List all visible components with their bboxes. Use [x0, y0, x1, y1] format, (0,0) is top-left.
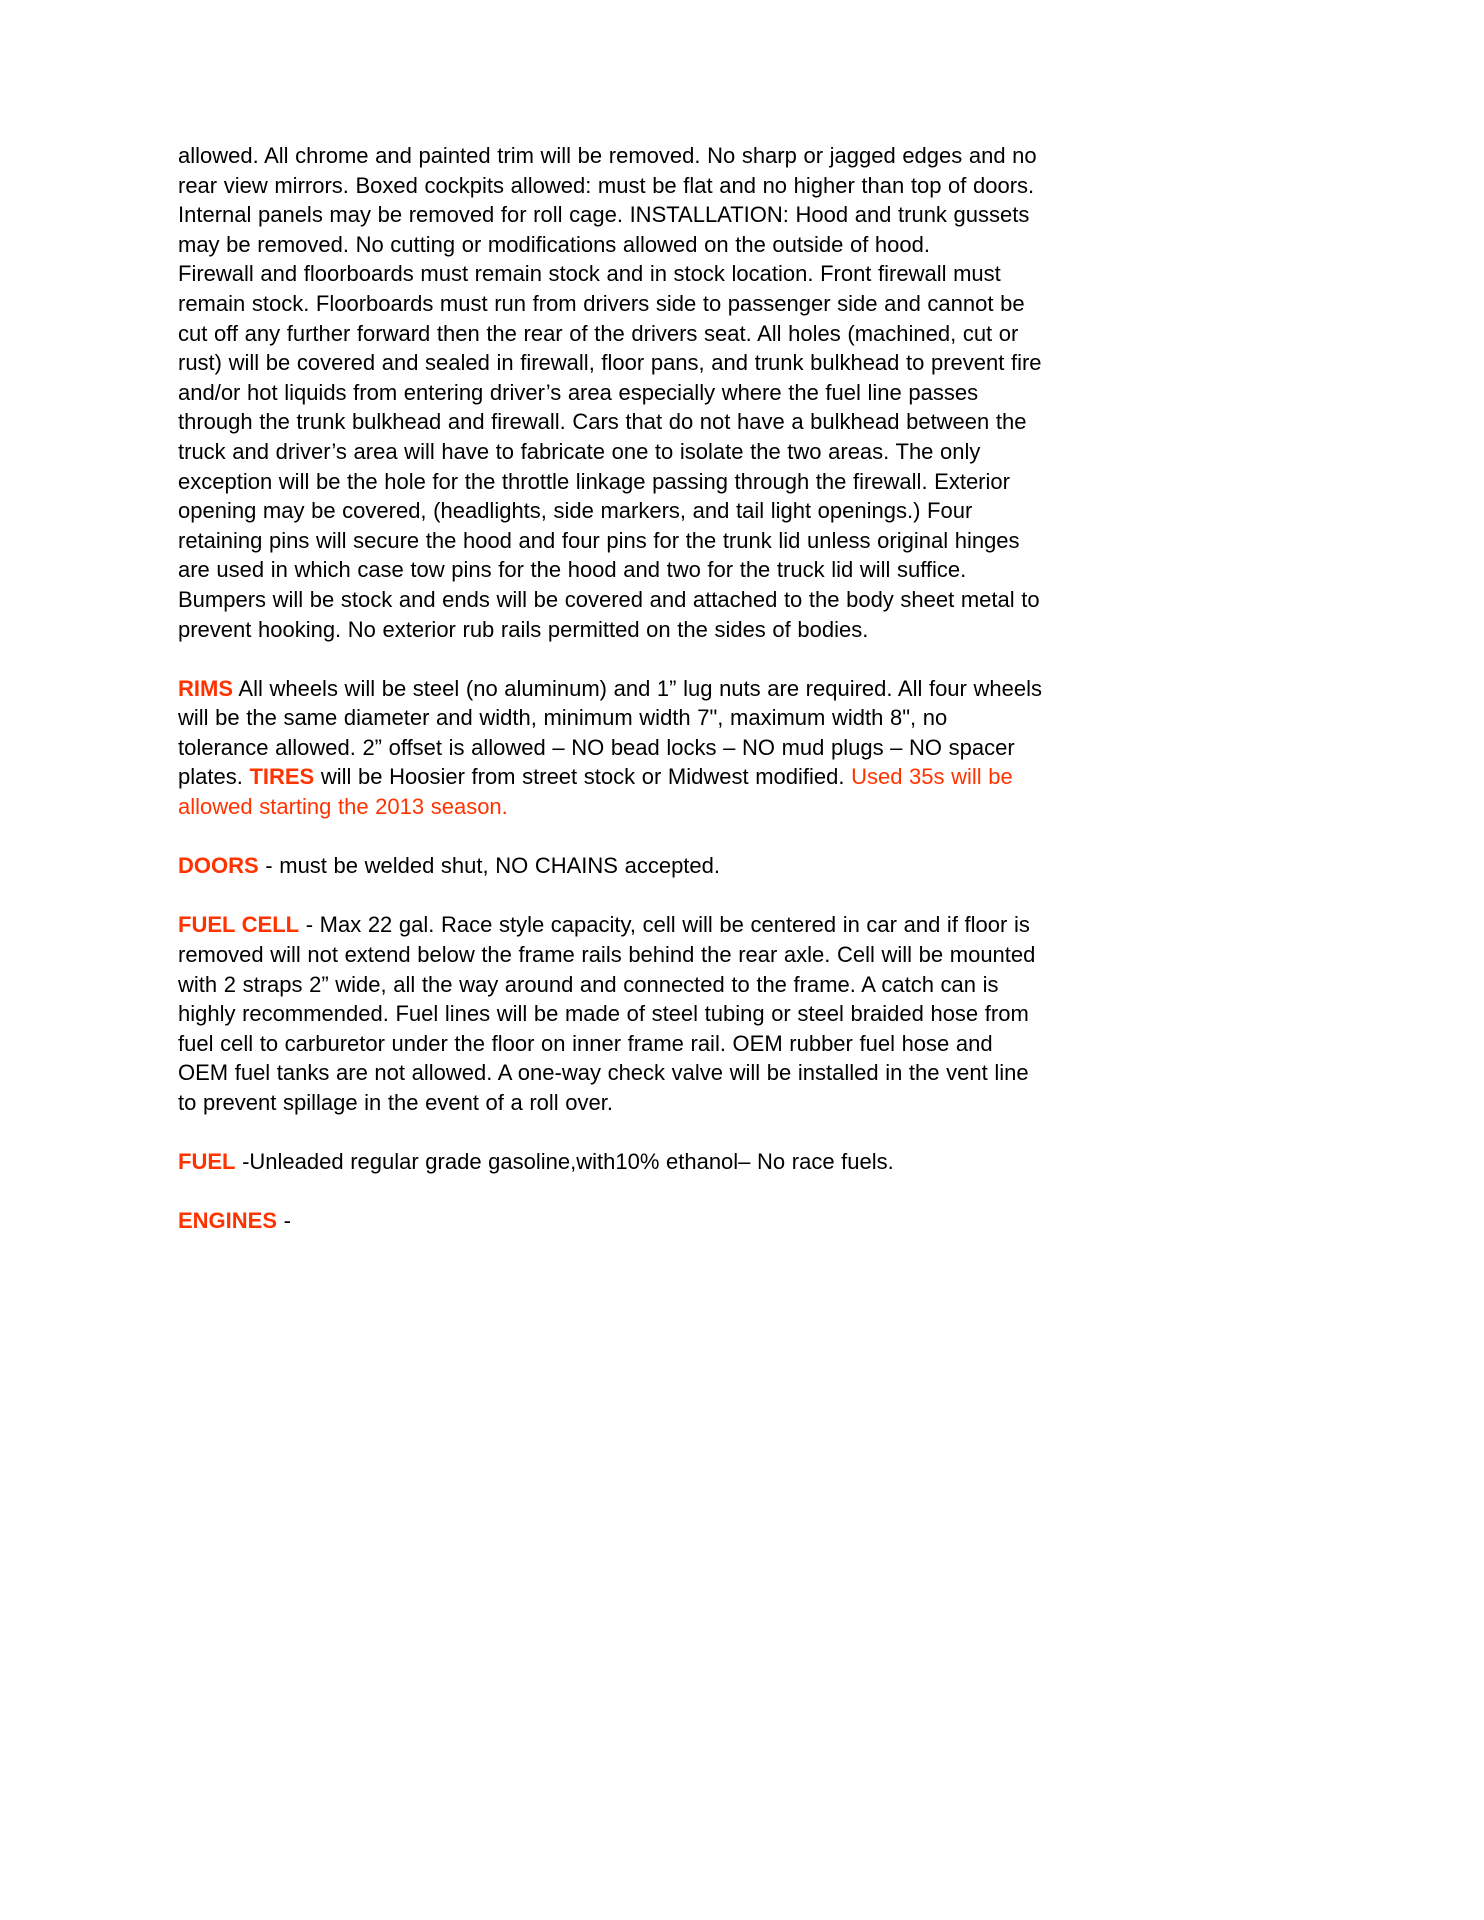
- text-run: -Unleaded regular grade gasoline,with10% ethanol– No race fuels.: [235, 1149, 894, 1175]
- blank-line: [178, 881, 1044, 911]
- text-run: allowed. All chrome and painted trim will be removed. No sharp or jagged edges and no rear view mirrors. Boxed cockpits allowed: must be flat and no higher than top of doors. Internal panels may be removed for roll cage. INSTALLATION: Hood and trunk gussets may be removed. No cutting or modifications allowed on the outside of hood.: [178, 143, 1044, 257]
- paragraph: [178, 1206, 1044, 1236]
- blank-line: [178, 1177, 1044, 1207]
- blank-line: [178, 644, 1044, 674]
- text-run: - Max 22 gal. Race style capacity, cell will be centered in car and if floor is removed will not extend below the frame rails behind the rear axle. Cell will be mounted with 2 straps 2” wide, all the way around and connected to the frame. A catch can is highly recommended. Fuel lines will be made of steel tubing or steel braided hose from fuel cell to carburetor under the floor on inner frame rail. OEM rubber fuel hose and OEM fuel tanks are not allowed. A one-way check valve will be installed in the vent line to prevent spillage in the event of a roll over.: [178, 912, 1043, 1115]
- document-body: [178, 141, 1049, 1236]
- section-label: TIRES: [249, 764, 315, 790]
- paragraph: [178, 851, 1044, 881]
- section-label: FUEL CELL: [178, 912, 300, 938]
- text-run: will be Hoosier from street stock or Midwest modified.: [314, 764, 852, 790]
- paragraph: [178, 259, 1049, 644]
- text-run: - must be welded shut, NO CHAINS accepted.: [258, 853, 720, 879]
- paragraph: [178, 141, 1044, 259]
- section-label: ENGINES: [178, 1208, 278, 1234]
- section-label: FUEL: [178, 1149, 236, 1175]
- section-label: DOORS: [178, 853, 259, 879]
- blank-line: [178, 822, 1044, 852]
- paragraph: [178, 1147, 1044, 1177]
- blank-line: [178, 1118, 1044, 1148]
- text-run: Firewall and floorboards must remain stock and in stock location. Front firewall must remain stock. Floorboards must run from drivers side to passenger side and cannot be cut off any further forward then the rear of the drivers seat. All holes (machined, cut or rust) will be covered and sealed in firewall, floor pans, and trunk bulkhead to prevent fire and/or hot liquids from entering driver’s area especially where the fuel line passes through the trunk bulkhead and firewall. Cars that do not have a bulkhead between the truck and driver’s area will have to fabricate one to isolate the two areas. The only exception will be the hole for the throttle linkage passing through the firewall. Exterior opening may be covered, (headlights, side markers, and tail light openings.) Four retaining pins will secure the hood and four pins for the trunk lid unless original hinges are used in which case tow pins for the hood and two for the truck lid will suffice. Bumpers will be stock and ends will be covered and attached to the body sheet metal to prevent hooking. No exterior rub rails permitted on the sides of bodies.: [178, 261, 1049, 642]
- paragraph: [178, 674, 1049, 822]
- text-run: Used 35s will be allowed starting the 2013 season.: [178, 764, 1020, 820]
- section-label: RIMS: [178, 675, 233, 701]
- paragraph: [178, 910, 1044, 1117]
- text-run: All wheels will be steel (no aluminum) and 1” lug nuts are required. All four wheels will be the same diameter and width, minimum width 7", maximum width 8", no tolerance allowed. 2” offset is allowed – NO bead locks – NO mud plugs – NO spacer plates.: [178, 675, 1049, 790]
- text-run: -: [277, 1208, 291, 1234]
